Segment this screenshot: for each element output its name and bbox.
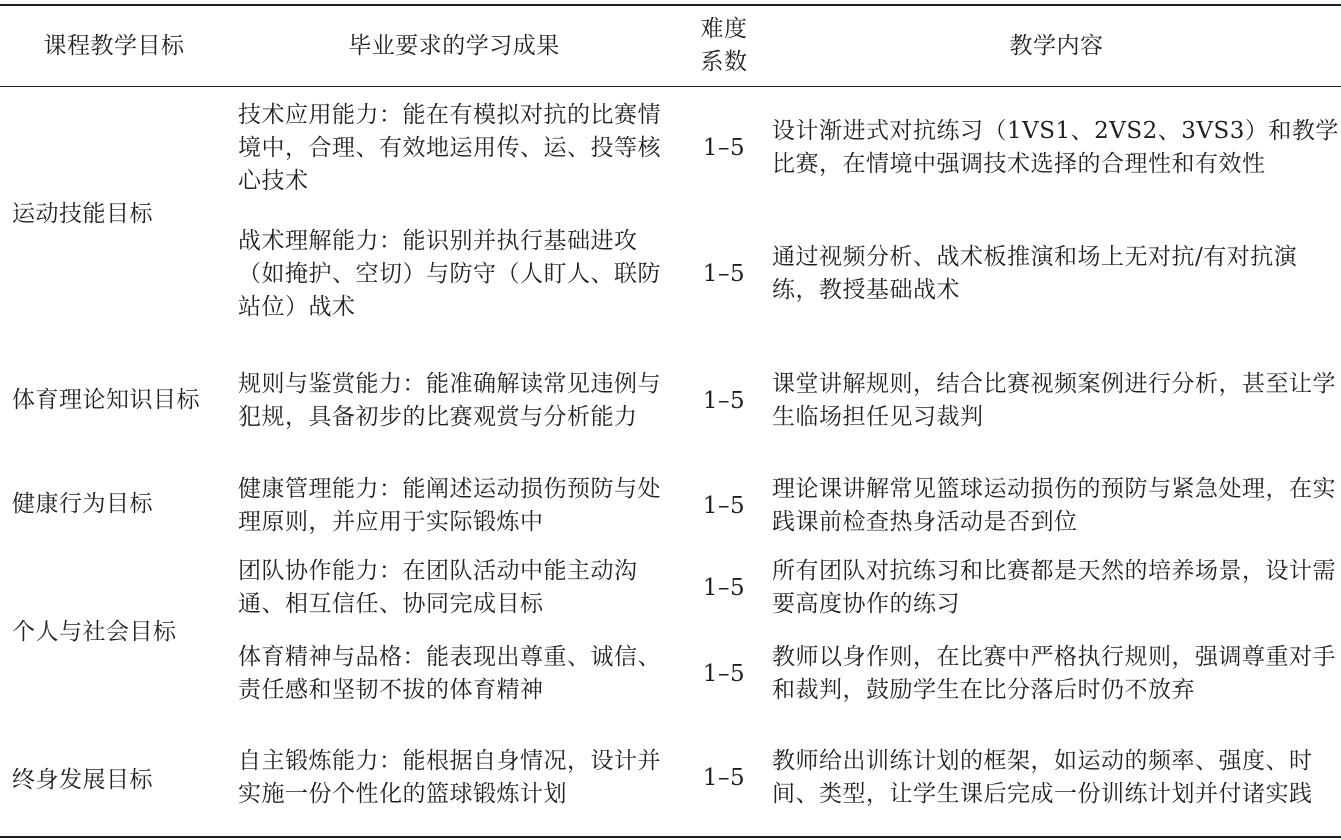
row-content: 理论课讲解常见篮球运动损伤的预防与紧急处理，在实践课前检查热身活动是否到位 (772, 476, 1336, 535)
row-content: 教师给出训练计划的框架，如运动的频率、强度、时间、类型，让学生课后完成一份训练计划并付诸实践 (772, 748, 1313, 807)
row-outcome: 自主锻炼能力：能根据自身情况，设计并实施一份个性化的篮球锻炼计划 (238, 748, 661, 807)
goal-motor-skills: 运动技能目标 (12, 200, 153, 227)
header-outcome: 毕业要求的学习成果 (348, 32, 560, 59)
row-difficulty: 1–5 (702, 387, 746, 414)
row-difficulty: 1–5 (702, 574, 746, 601)
header-content: 教学内容 (1009, 32, 1104, 59)
table-bottom-rule (0, 836, 1341, 838)
header-difficulty (688, 6, 760, 86)
row-difficulty: 1–5 (702, 134, 746, 161)
goal-personal-social: 个人与社会目标 (12, 618, 177, 645)
row-content: 通过视频分析、战术板推演和场上无对抗/有对抗演练，教授基础战术 (772, 244, 1298, 303)
row-outcome: 团队协作能力：在团队活动中能主动沟通、相互信任、协同完成目标 (238, 558, 638, 617)
header-difficulty-line1: 难度 (700, 16, 748, 42)
header-goal: 课程教学目标 (43, 32, 185, 59)
row-outcome: 规则与鉴赏能力：能准确解读常见违例与犯规，具备初步的比赛观赏与分析能力 (238, 371, 661, 430)
row-difficulty: 1–5 (702, 764, 746, 791)
row-content: 教师以身作则，在比赛中严格执行规则，强调尊重对手和裁判，鼓励学生在比分落后时仍不放弃 (772, 644, 1336, 703)
table-header-rule (0, 86, 1341, 87)
row-outcome: 体育精神与品格：能表现出尊重、诚信、责任感和坚韧不拔的体育精神 (238, 644, 661, 703)
row-content: 课堂讲解规则，结合比赛视频案例进行分析，甚至让学生临场担任见习裁判 (772, 371, 1336, 430)
row-outcome: 技术应用能力：能在有模拟对抗的比赛情境中，合理、有效地运用传、运、投等核心技术 (238, 101, 661, 194)
goal-lifelong-development: 终身发展目标 (12, 766, 153, 793)
row-content: 所有团队对抗练习和比赛都是天然的培养场景，设计需要高度协作的练习 (772, 558, 1336, 617)
row-content: 设计渐进式对抗练习（1VS1、2VS2、3VS3）和教学比赛，在情境中强调技术选择的合理性和有效性 (772, 118, 1339, 177)
row-outcome: 健康管理能力：能阐述运动损伤预防与处理原则，并应用于实际锻炼中 (238, 476, 661, 535)
header-difficulty-line2: 系数 (700, 49, 748, 75)
row-difficulty: 1–5 (702, 492, 746, 519)
goal-sports-theory: 体育理论知识目标 (12, 386, 200, 413)
row-difficulty: 1–5 (702, 660, 746, 687)
row-difficulty: 1–5 (702, 260, 746, 287)
row-outcome: 战术理解能力：能识别并执行基础进攻（如掩护、空切）与防守（人盯人、联防站位）战术 (238, 227, 661, 320)
goal-health-behavior: 健康行为目标 (12, 490, 153, 517)
